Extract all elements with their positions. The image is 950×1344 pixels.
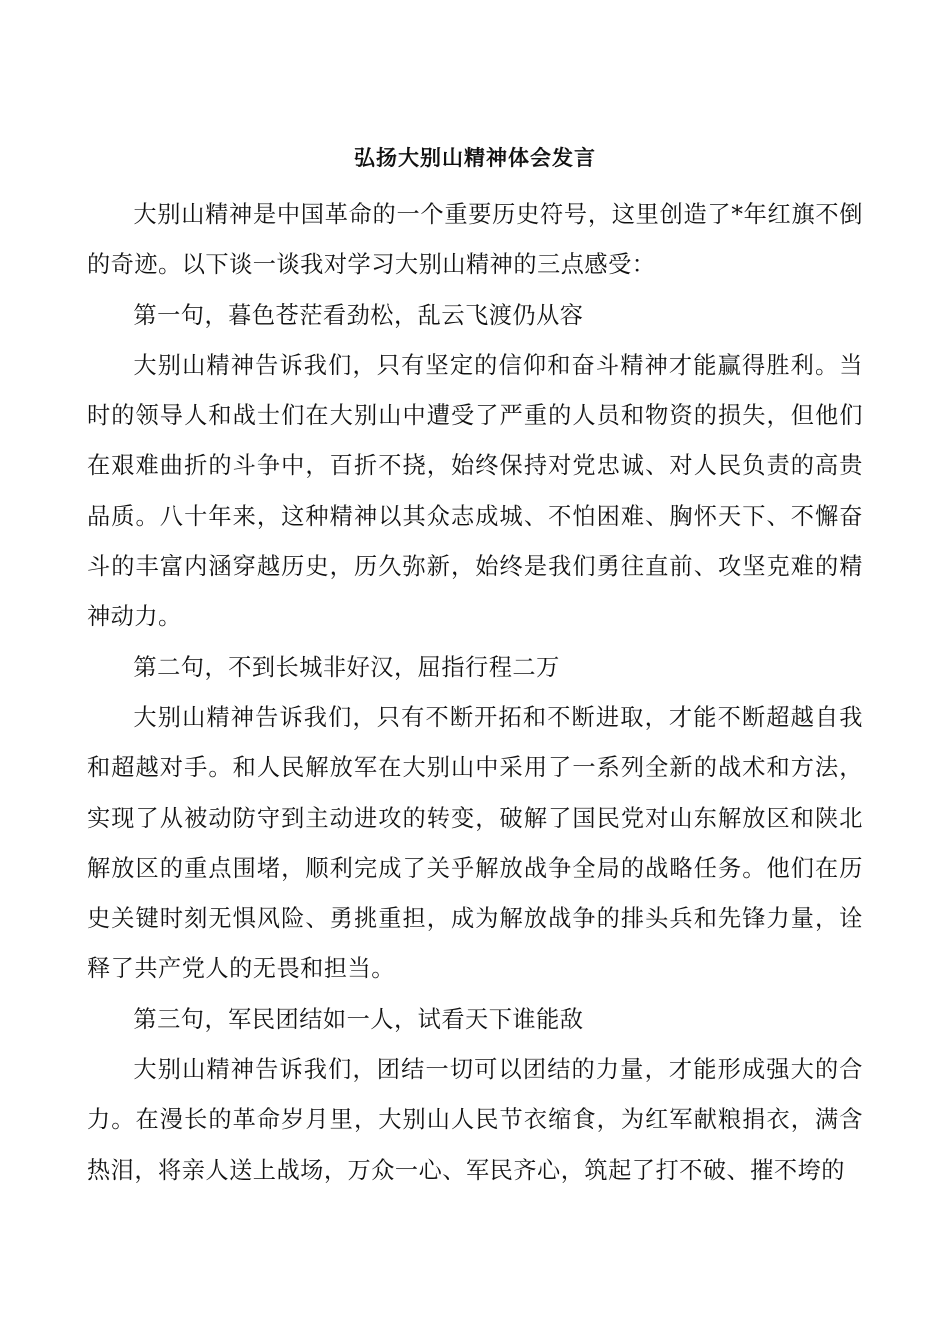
document-title: 弘扬大别山精神体会发言 bbox=[354, 146, 596, 170]
section-3-body: 大别山精神告诉我们，团结一切可以团结的力量，才能形成强大的合力。在漫长的革命岁月里，大别山人民节衣缩食，为红军献粮捐衣，满含热泪，将亲人送上战场，万众一心、军民齐心，筑起了打不破、摧不垮的 bbox=[87, 1056, 863, 1184]
section-1-heading: 第一句，暮色苍茫看劲松，乱云飞渡仍从容 bbox=[133, 301, 584, 329]
title-spacer bbox=[87, 180, 863, 190]
section-2-heading: 第二句，不到长城非好汉，屈指行程二万 bbox=[133, 653, 560, 681]
section-1-body: 大别山精神告诉我们，只有坚定的信仰和奋斗精神才能赢得胜利。当时的领导人和战士们在大别山中遭受了严重的人员和物资的损失，但他们在艰难曲折的斗争中，百折不挠，始终保持对党忠诚、对人民负责的高贵品质。八十年来，这种精神以其众志成城、不怕困难、胸怀天下、不懈奋斗的丰富内涵穿越历史，历久弥新，始终是我们勇往直前、攻坚克难的精神动力。 bbox=[87, 351, 863, 631]
section-2-body: 大别山精神告诉我们，只有不断开拓和不断进取，才能不断超越自我和超越对手。和人民解放军在大别山中采用了一系列全新的战术和方法，实现了从被动防守到主动进攻的转变，破解了国民党对山东解放区和陕北解放区的重点围堵，顺利完成了关乎解放战争全局的战略任务。他们在历史关键时刻无惧风险、勇挑重担，成为解放战争的排头兵和先锋力量，诠释了共产党人的无畏和担当。 bbox=[87, 703, 863, 983]
document-body bbox=[87, 136, 863, 1196]
section-3-heading: 第三句，军民团结如一人，试看天下谁能敌 bbox=[133, 1005, 584, 1033]
intro-paragraph: 大别山精神是中国革命的一个重要历史符号，这里创造了*年红旗不倒的奇迹。以下谈一谈我对学习大别山精神的三点感受： bbox=[87, 201, 863, 279]
